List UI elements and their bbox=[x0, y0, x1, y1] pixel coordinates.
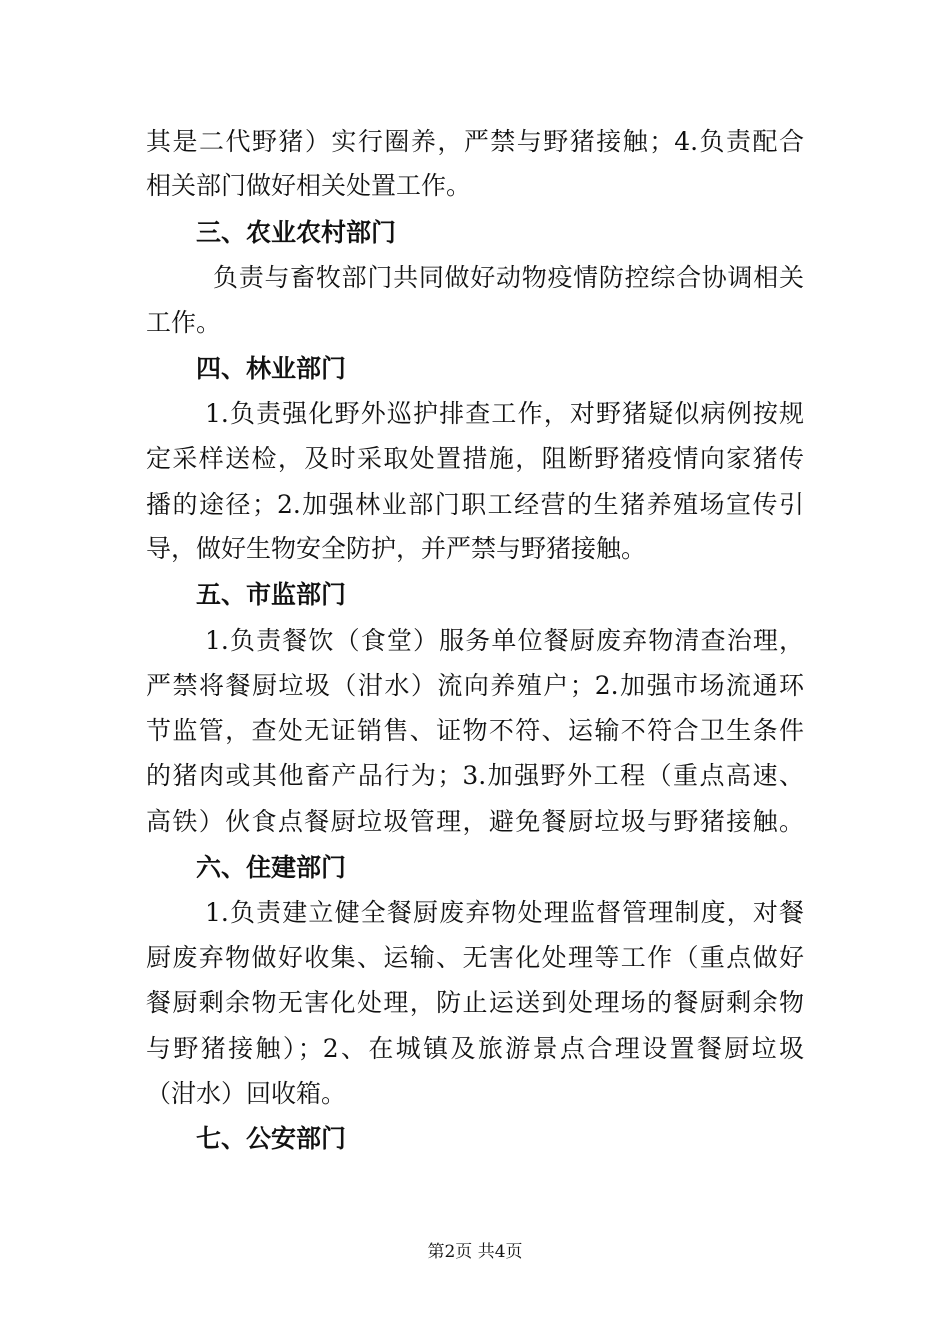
section-heading: 五、市监部门 bbox=[196, 580, 347, 609]
section-heading: 七、公安部门 bbox=[196, 1124, 347, 1153]
body-line: 1.负责建立健全餐厨废弃物处理监督管理制度，对餐 bbox=[205, 898, 804, 927]
body-line: 节监管，查处无证销售、证物不符、运输不符合卫生条件 bbox=[146, 716, 804, 745]
body-line: 导，做好生物安全防护，并严禁与野猪接触。 bbox=[146, 534, 647, 563]
body-line: 厨废弃物做好收集、运输、无害化处理等工作（重点做好 bbox=[146, 943, 804, 972]
body-line: 严禁将餐厨垃圾（泔水）流向养殖户；2.加强市场流通环 bbox=[146, 671, 804, 700]
body-line: 负责与畜牧部门共同做好动物疫情防控综合协调相关 bbox=[213, 263, 804, 292]
body-line: 的猪肉或其他畜产品行为；3.加强野外工程（重点高速、 bbox=[146, 761, 804, 790]
body-line: 相关部门做好相关处置工作。 bbox=[146, 171, 472, 200]
section-heading: 六、住建部门 bbox=[196, 853, 347, 882]
body-line: （泔水）回收箱。 bbox=[146, 1079, 347, 1108]
body-line: 播的途径；2.加强林业部门职工经营的生猪养殖场宣传引 bbox=[146, 490, 804, 519]
body-line: 其是二代野猪）实行圈养，严禁与野猪接触；4.负责配合 bbox=[146, 127, 804, 156]
body-line: 1.负责餐饮（食堂）服务单位餐厨废弃物清查治理， bbox=[205, 626, 804, 655]
section-heading: 四、林业部门 bbox=[196, 354, 347, 383]
body-line: 高铁）伙食点餐厨垃圾管理，避免餐厨垃圾与野猪接触。 bbox=[146, 807, 804, 836]
page-footer: 第2页 共4页 bbox=[427, 1242, 523, 1262]
body-line: 工作。 bbox=[146, 308, 222, 337]
body-line: 1.负责强化野外巡护排查工作，对野猪疑似病例按规 bbox=[205, 399, 804, 428]
body-line: 与野猪接触）；2、在城镇及旅游景点合理设置餐厨垃圾 bbox=[146, 1034, 804, 1063]
body-line: 定采样送检，及时采取处置措施，阻断野猪疫情向家猪传 bbox=[146, 444, 804, 473]
body-line: 餐厨剩余物无害化处理，防止运送到处理场的餐厨剩余物 bbox=[146, 988, 804, 1017]
section-heading: 三、农业农村部门 bbox=[196, 218, 397, 247]
